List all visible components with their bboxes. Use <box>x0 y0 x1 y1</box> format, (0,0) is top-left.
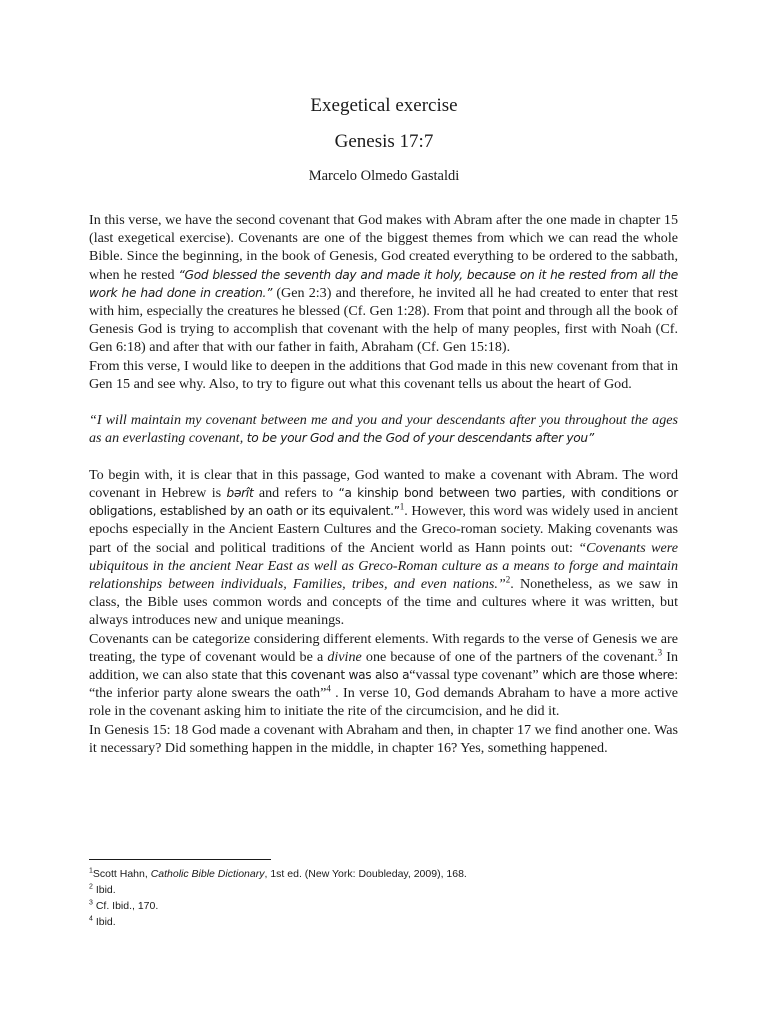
footnote-number: 1 <box>89 867 93 875</box>
footnote-ref-1: 1 <box>399 501 405 512</box>
paragraph-covenant-text-b: and refers to <box>253 485 339 502</box>
hebrew-word: bǝrît <box>226 486 254 501</box>
paragraph-types-text-b: one because of one of the partners of the covenant. <box>361 648 658 665</box>
verse-quote-part-b: to be your God and the God of your descendants after you” <box>243 431 594 446</box>
footnotes <box>89 866 689 930</box>
footnote-ref-4: 4 <box>326 683 331 694</box>
footnote-number: 3 <box>89 899 93 907</box>
paragraph-types-text-f: . In verse 10, God demands Abraham to have a more active role in the covenant asking him to initiate the rite of the circumcision, and he did it. <box>89 685 678 720</box>
footnote-1 <box>89 866 689 882</box>
footnote-number: 4 <box>89 915 93 923</box>
footnote-text: Ibid. <box>95 884 116 896</box>
paragraph-genesis-15: In Genesis 15: 18 God made a covenant with Abraham and then, in chapter 17 we find another one. Was it necessary? Did something happen in the middle, in chapter 16? Yes, something happened. <box>89 721 678 756</box>
paragraph-intro <box>89 211 678 357</box>
paragraph-gap <box>89 448 678 466</box>
footnote-text: , 1st ed. (New York: Doubleday, 2009), 168. <box>264 868 467 880</box>
covenant-definition: “a kinship bond between two parties, with conditions or obligations, established by an oath or its equivalent.” <box>89 486 679 519</box>
paragraph-types-text-a: Covenants can be categorize considering different elements. With regards to the verse of Genesis we are treating, the type of covenant would be a <box>89 630 678 665</box>
document-body <box>89 211 678 757</box>
document-title: Exegetical exercise <box>310 95 458 116</box>
paragraph-purpose: From this verse, I would like to deepen in the additions that God made in this new covenant from that in Gen 15 and see why. Also, to try to figure out what this covenant tells us about the heart of God. <box>89 357 678 392</box>
divine-word: divine <box>327 648 362 665</box>
paragraph-covenant-text-c: . However, this word was widely used in ancient epochs especially in the Ancient Eastern Cultures and the Greco-roman society. Making covenants was part of the social and political traditions of the Ancient world as Hann points out: <box>89 503 679 556</box>
footnote-text: Cf. Ibid., 170. <box>95 900 159 912</box>
footnote-4 <box>89 914 689 930</box>
footnote-ref-3: 3 <box>657 647 663 658</box>
footnote-ref-2: 2 <box>505 574 511 585</box>
genesis-2-3-quote: “God blessed the seventh day and made it holy, because on it he rested from all the work he had done in creation.” <box>89 267 678 300</box>
paragraph-covenant-text-a: To begin with, it is clear that in this passage, God wanted to make a covenant with Abram. The word covenant in Hebrew is <box>89 466 678 502</box>
footnote-separator <box>89 859 271 860</box>
verse-quote-part-a: “I will maintain my covenant between me and you and your descendants after you throughout the ages as an everlasting covenant, <box>89 412 678 447</box>
footnote-book-title: Catholic Bible Dictionary <box>150 868 265 880</box>
paragraph-types-sans-2: which are those where: <box>542 668 678 683</box>
footnote-text: Ibid. <box>95 916 116 928</box>
vassal-covenant-term: “vassal type covenant” <box>409 667 543 684</box>
paragraph-covenant-types <box>89 630 678 721</box>
footnote-number: 2 <box>89 883 93 891</box>
paragraph-intro-text-a: In this verse, we have the second covenant that God makes with Abram after the one made in chapter 15 (last exegetical exercise). Covenants are one of the biggest themes from which we can read the whole Bible. Since the beginning, in the book of Genesis, God created everything to be ordered to the sabbath, when he rested <box>89 212 678 283</box>
paragraph-types-text-c: In addition, we can also state that <box>89 648 678 684</box>
paragraph-types-sans-1: this covenant was also a <box>265 668 410 683</box>
paragraph-gap <box>89 393 678 411</box>
footnote-text: Scott Hahn, <box>92 868 151 880</box>
paragraph-covenant-meaning <box>89 466 678 630</box>
author-name: Marcelo Olmedo Gastaldi <box>308 168 460 184</box>
document-subtitle: Genesis 17:7 <box>334 131 434 152</box>
vassal-definition: “the inferior party alone swears the oath” <box>89 685 327 702</box>
footnote-3 <box>89 898 689 914</box>
footnote-2 <box>89 882 689 898</box>
paragraph-intro-text-b: (Gen 2:3) and therefore, he invited all he had created to enter that rest with him, especially the creatures he blessed (Cf. Gen 1:28). From that point and through all the book of Genesis God is trying to accomplish that covenant with the help of many peoples, first with Noah (Cf. Gen 6:18) and after that with our father in faith, Abraham (Cf. Gen 15:18). <box>89 284 678 356</box>
verse-quote <box>89 411 678 447</box>
paragraph-covenant-text-d: . Nonetheless, as we saw in class, the Bible uses common words and concepts of the time and cultures where it was written, but always introduces new and unique meanings. <box>89 576 678 629</box>
hahn-quote: “Covenants were ubiquitous in the ancient Near East as well as Greco-Roman culture as a means to forge and maintain relationships between individuals, Families, tribes, and even nations.” <box>89 539 678 593</box>
